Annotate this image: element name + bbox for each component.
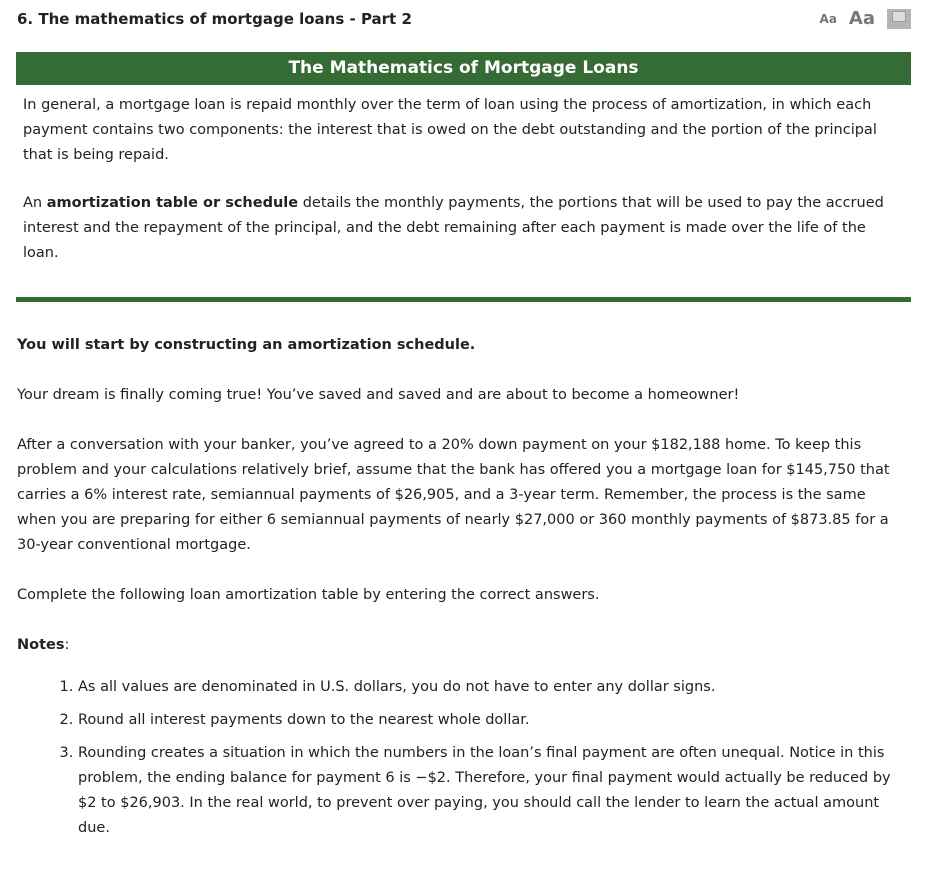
page-title: 6. The mathematics of mortgage loans - Part 2	[17, 10, 412, 28]
text: details the monthly payments, the portions that will be used to pay the accrued interest and the repayment of the principal, and the debt remaining after each payment is made over the life of the loan.	[23, 195, 884, 261]
note-item: 3. Rounding creates a situation in which the numbers in the loan’s final payment are often unequal. Notice in this problem, the ending balance for payment 6 is −$2. Therefore, your final payment would actually be reduced by $2 to $26,903. In the real world, to prevent over paying, you should call the lender to learn the actual amount due.	[78, 741, 907, 841]
intro-box	[16, 52, 911, 289]
decrease-font-button[interactable]: Aa	[819, 11, 837, 26]
main-content: You will start by constructing an amortization schedule. Your dream is finally coming true! You’ve saved and saved and are about to become a homeowner! After a conversation with your banker, you’ve agreed to a 20% down payment on your $182,188 home. To keep this problem and your calculations relatively brief, assume that the bank has offered you a mortgage loan for $145,750 that carries a 6% interest rate, semiannual payments of $26,905, and a 3-year term. Remember, the process is the same when you are preparing for either 6 semiannual payments of nearly $27,000 or 360 monthly payments of $873.85 for a 30-year conventional mortgage. Complete the following loan amortization table by entering the correct answers. Notes: 1. As all values are denominated in U.S. dollars, you do not have to enter any dollar signs. 2. Round all interest payments down to the nearest whole dollar. 3. Rounding creates a situation in which the numbers in the loan’s final payment are often unequal. Notice in this problem, the ending balance for payment 6 is −$2. Therefore, your final payment would actually be reduced by $2 to $26,903. In the real world, to prevent over paying, you should call the lender to learn the actual amount due.	[17, 333, 907, 849]
paragraph: Your dream is finally coming true! You’ve saved and saved and are about to become a homeowner!	[17, 387, 740, 403]
note-item: 1. As all values are denominated in U.S. dollars, you do not have to enter any dollar signs.	[78, 675, 907, 700]
notes-label: Notes	[17, 637, 65, 653]
note-item: 2. Round all interest payments down to the nearest whole dollar.	[78, 708, 907, 733]
toolbar	[820, 8, 911, 29]
increase-font-button[interactable]: Aa	[848, 8, 875, 29]
printer-icon[interactable]	[887, 9, 911, 29]
paragraph: After a conversation with your banker, you’ve agreed to a 20% down payment on your $182,188 home. To keep this problem and your calculations relatively brief, assume that the bank has offered you a mortgage loan for $145,750 that carries a 6% interest rate, semiannual payments of $26,905, and a 3-year term. Remember, the process is the same when you are preparing for either 6 semiannual payments of nearly $27,000 or 360 monthly payments of $873.85 for a 30-year conventional mortgage.	[17, 437, 890, 553]
intro-banner: The Mathematics of Mortgage Loans	[16, 52, 911, 85]
intro-paragraph-1: In general, a mortgage loan is repaid monthly over the term of loan using the process of amortization, in which each payment contains two components: the interest that is owed on the debt outstanding and the portion of the principal that is being repaid.	[23, 97, 877, 163]
divider	[16, 297, 911, 302]
text: An	[23, 195, 47, 211]
intro-paragraph-2	[23, 191, 904, 266]
term-bold: amortization table or schedule	[46, 195, 299, 211]
section-heading: You will start by constructing an amortization schedule.	[17, 337, 476, 353]
notes-list	[17, 675, 907, 841]
paragraph: Complete the following loan amortization table by entering the correct answers.	[17, 587, 600, 603]
